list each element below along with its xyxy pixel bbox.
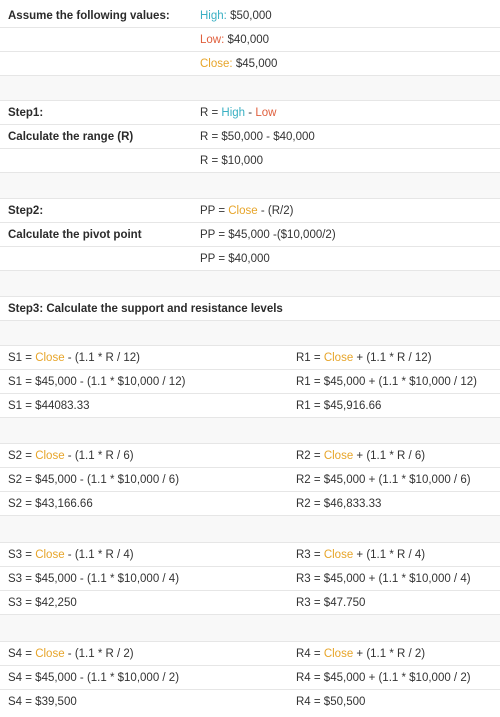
step1-row-1 [0,101,500,125]
close-value-line [200,52,277,76]
s1-pre: S1 = [8,352,36,364]
s3-post: - (1.1 * R / 4) [64,549,134,561]
spacer-row [0,615,500,642]
s1-post: - (1.1 * R / 12) [64,352,141,364]
r4-post: + (1.1 * R / 2) [353,648,426,660]
r1-formula-1 [296,346,432,370]
s3-pre: S3 = [8,549,36,561]
s2-close: Close [35,450,65,462]
step1-formula-3: R = $10,000 [200,155,263,167]
high-value: $50,000 [230,10,272,22]
s3-r3-row-3 [0,591,500,615]
spacer-row [0,76,500,101]
step1-title: Step1: [8,107,44,119]
step2-title: Step2: [8,205,44,217]
s3-r3-row-2 [0,567,500,591]
r3-pre: R3 = [296,549,324,561]
step2-row-2 [0,223,500,247]
s1-formula-2: S1 = $45,000 - (1.1 * $10,000 / 12) [8,376,186,388]
step1-f1-high: High [221,107,246,119]
s2-r2-row-3 [0,492,500,516]
s1-r1-row-1 [0,346,500,370]
step1-row-2 [0,125,500,149]
s1-close: Close [35,352,65,364]
r1-close: Close [323,352,354,364]
close-label: Close: [200,58,233,70]
step3-title-row [0,297,500,321]
s2-r2-row-1 [0,444,500,468]
r4-formula-2: R4 = $45,000 + (1.1 * $10,000 / 2) [296,672,471,684]
r3-post: + (1.1 * R / 4) [353,549,426,561]
s4-r4-row-2 [0,666,500,690]
s4-formula-2: S4 = $45,000 - (1.1 * $10,000 / 2) [8,672,180,684]
r4-pre: R4 = [296,648,324,660]
r3-formula-2: R3 = $45,000 + (1.1 * $10,000 / 4) [296,573,471,585]
r1-pre: R1 = [296,352,324,364]
low-label: Low: [200,34,225,46]
spacer-row [0,173,500,199]
s4-formula-1 [8,642,134,666]
r2-post: + (1.1 * R / 6) [353,450,426,462]
r2-result: R2 = $46,833.33 [296,498,382,510]
high-value-line [200,4,272,28]
s2-formula-1 [8,444,134,468]
s4-pre: S4 = [8,648,36,660]
step2-formula-3: PP = $40,000 [200,253,270,265]
r2-pre: R2 = [296,450,324,462]
s4-post: - (1.1 * R / 2) [64,648,134,660]
r3-close: Close [323,549,354,561]
step2-f1-pre: PP = [200,205,229,217]
s4-r4-row-3 [0,690,500,714]
assume-label: Assume the following values: [8,10,170,22]
s1-formula-1 [8,346,140,370]
r1-formula-2: R1 = $45,000 + (1.1 * $10,000 / 12) [296,376,477,388]
s1-r1-row-3 [0,394,500,418]
spacer-row [0,271,500,297]
s2-pre: S2 = [8,450,36,462]
r4-result: R4 = $50,500 [296,696,366,708]
step2-subtitle: Calculate the pivot point [8,229,142,241]
assume-row-close [0,52,500,76]
spacer-row [0,418,500,444]
high-label: High: [200,10,227,22]
s2-result: S2 = $43,166.66 [8,498,93,510]
spacer-row [0,516,500,543]
s2-r2-row-2 [0,468,500,492]
s1-r1-row-2 [0,370,500,394]
s3-close: Close [35,549,65,561]
r3-result: R3 = $47.750 [296,597,366,609]
step1-f1-low: Low [255,107,277,119]
r4-formula-1 [296,642,425,666]
spacer-row [0,321,500,346]
r1-result: R1 = $45,916.66 [296,400,382,412]
step1-f1-pre: R = [200,107,222,119]
step2-f1-close: Close [228,205,258,217]
s4-result: S4 = $39,500 [8,696,77,708]
assume-row-low [0,28,500,52]
r2-close: Close [323,450,354,462]
s2-formula-2: S2 = $45,000 - (1.1 * $10,000 / 6) [8,474,180,486]
r1-post: + (1.1 * R / 12) [353,352,432,364]
step2-formula-1 [200,199,293,223]
step1-subtitle: Calculate the range (R) [8,131,134,143]
s3-result: S3 = $42,250 [8,597,77,609]
r4-close: Close [323,648,354,660]
low-value-line [200,28,269,52]
close-value: $45,000 [235,58,278,70]
step1-formula-1 [200,101,276,125]
s1-result: S1 = $44083.33 [8,400,90,412]
r2-formula-1 [296,444,425,468]
s4-close: Close [35,648,65,660]
s3-formula-1 [8,543,134,567]
step1-row-3 [0,149,500,173]
step2-formula-2: PP = $45,000 -($10,000/2) [200,229,336,241]
step2-row-1 [0,199,500,223]
step1-formula-2: R = $50,000 - $40,000 [200,131,315,143]
r2-formula-2: R2 = $45,000 + (1.1 * $10,000 / 6) [296,474,471,486]
low-value: $40,000 [227,34,270,46]
s3-r3-row-1 [0,543,500,567]
step3-title: Step3: Calculate the support and resistance levels [8,303,283,315]
step1-f1-mid: - [245,107,256,119]
s2-post: - (1.1 * R / 6) [64,450,134,462]
step2-f1-post: - (R/2) [257,205,294,217]
s3-formula-2: S3 = $45,000 - (1.1 * $10,000 / 4) [8,573,180,585]
r3-formula-1 [296,543,425,567]
assume-row-high [0,4,500,28]
s4-r4-row-1 [0,642,500,666]
step2-row-3 [0,247,500,271]
